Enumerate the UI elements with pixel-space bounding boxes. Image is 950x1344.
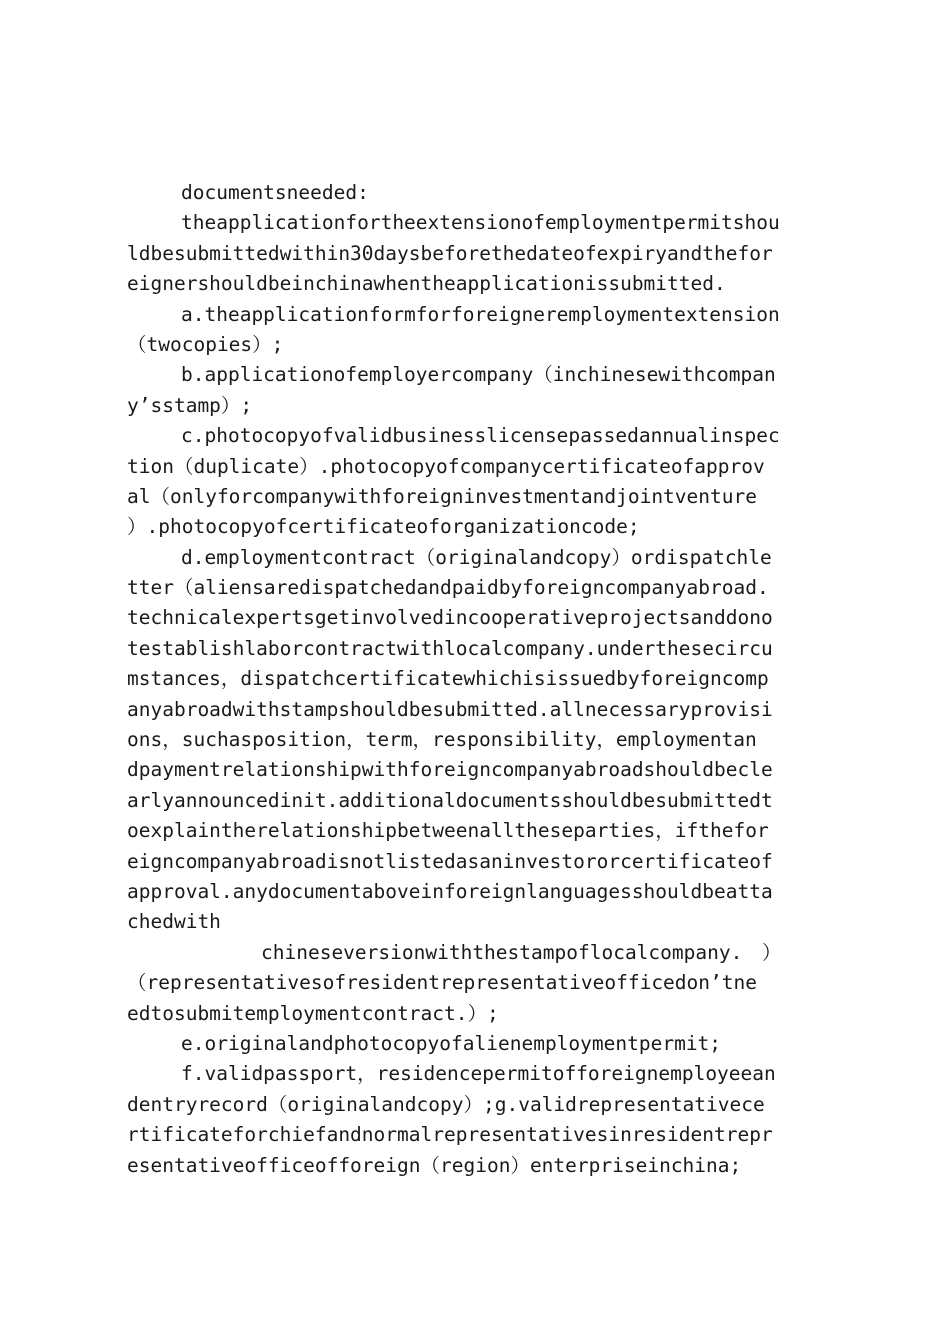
text-line: ons，suchasposition，term，responsibility，employmentan [127,728,757,752]
text-line: approval.anydocumentaboveinforeignlanguagesshouldbeatta [127,879,773,903]
text-line: f.validpassport，residencepermitofforeignemployeean [181,1062,776,1086]
text-line: d.employmentcontract（originalandcopy）ordispatchle [181,545,772,569]
text-line: （representativesofresidentrepresentativeofficedon’tne [127,971,757,995]
text-line: eignershouldbeinchinawhentheapplicationissubmitted. [127,272,726,296]
text-line: esentativeofficeofforeign（region）enterpriseinchina; [127,1153,742,1177]
text-line: rtificateforchiefandnormalrepresentativesinresidentrepr [127,1123,773,1147]
text-line: dentryrecord（originalandcopy）;g.validrepresentativece [127,1092,765,1116]
text-line: al（onlyforcompanywithforeigninvestmentandjointventure [127,484,757,508]
text-line: tion（duplicate）.photocopyofcompanycertificateofapprov [127,454,765,478]
text-line: y’sstamp）; [127,393,253,417]
text-line: chedwith [127,910,221,934]
text-line: testablishlaborcontractwithlocalcompany.underthesecircu [127,636,773,660]
text-line: theapplicationfortheextensionofemploymentpermitshou [181,211,780,235]
text-line: edtosubmitemploymentcontract.）; [127,1001,499,1025]
text-line: oexplaintherelationshipbetweenalltheseparties，ifthefor [127,819,769,843]
text-line: b.applicationofemployercompany（inchinesewithcompan [181,363,776,387]
text-line: mstances，dispatchcertificatewhichisissuedbyforeigncomp [127,667,769,691]
text-line: documentsneeded: [181,181,369,204]
text-line: eigncompanyabroadisnotlistedasaninvestororcertificateof [127,849,773,873]
text-line: ldbesubmittedwithin30daysbeforethedateofexpiryandthefor [127,241,773,265]
text-line: technicalexpertsgetinvolvedincooperativeprojectsanddono [127,606,773,630]
text-line: dpaymentrelationshipwithforeigncompanyabroadshouldbecle [127,758,773,782]
text-line: anyabroadwithstampshouldbesubmitted.allnecessaryprovisi [127,697,773,721]
text-line: （twocopies）; [127,332,284,356]
text-line: c.photocopyofvalidbusinesslicensepassedannualinspec [181,424,780,448]
text-line: tter（aliensaredispatchedandpaidbyforeigncompanyabroad. [127,576,769,600]
text-line: a.theapplicationformforforeigneremploymentextension [181,302,780,326]
text-line: e.originalandphotocopyofalienemploymentpermit; [181,1031,722,1055]
text-line: ）.photocopyofcertificateoforganizationcode; [127,515,640,539]
text-line: chineseversionwiththestampoflocalcompany. ） [261,940,782,964]
document-body [127,178,833,1181]
text-line: arlyannouncedinit.additionaldocumentsshouldbesubmittedt [127,788,773,812]
